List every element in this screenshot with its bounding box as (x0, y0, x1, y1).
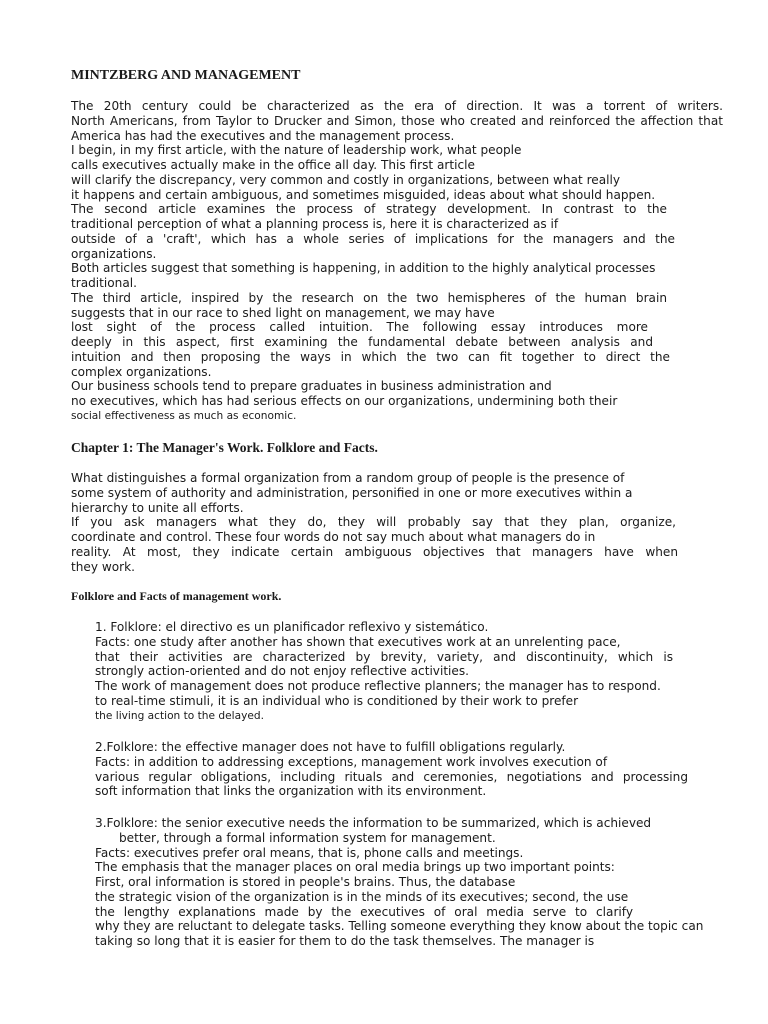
text-line: deeply in this aspect, first examining the fundamental debate between analysis and (71, 335, 653, 349)
text-line: traditional perception of what a planning process is, here it is characterized as if (71, 217, 559, 231)
text-line: social effectiveness as much as economic. (71, 409, 297, 422)
folklore-heading: Folklore and Facts of management work. (71, 589, 282, 603)
folklore-item-2 (95, 740, 715, 799)
text-line: soft information that links the organization with its environment. (95, 784, 487, 799)
text-line: reality. At most, they indicate certain ambiguous objectives that managers have when (71, 544, 678, 559)
text-line: The 20th century could be characterized as the era of direction. It was a torrent of writers. (71, 99, 723, 113)
text-line: the living action to the delayed. (95, 709, 264, 722)
text-line: 2.Folklore: the effective manager does not have to fulfill obligations regularly. (95, 740, 566, 754)
text-line: why they are reluctant to delegate tasks. Telling someone everything they know about the topic can (95, 919, 704, 934)
text-line: intuition and then proposing the ways in which the two can fit together to direct the (71, 349, 670, 364)
text-line: The third article, inspired by the research on the two hemispheres of the human brain (71, 290, 667, 305)
text-line: America has had the executives and the management process. (71, 128, 455, 143)
text-line: Facts: one study after another has shown that executives work at an unrelenting pace, (95, 634, 621, 649)
text-line: 1. Folklore: el directivo es un planificador reflexivo y sistemático. (95, 620, 489, 634)
intro-paragraphs (71, 99, 723, 424)
chapter-paragraphs (71, 471, 681, 574)
text-line: some system of authority and administration, personified in one or more executives within a (71, 485, 633, 500)
text-line: lost sight of the process called intuition. The following essay introduces more (71, 320, 648, 335)
text-line: they work. (71, 559, 135, 574)
text-line: The second article examines the process of strategy development. In contrast to the (71, 202, 667, 217)
text-line: taking so long that it is easier for them to do the task themselves. The manager is (95, 934, 595, 948)
text-line: If you ask managers what they do, they will probably say that they plan, organize, (71, 515, 676, 530)
text-line: calls executives actually make in the office all day. This first article (71, 158, 475, 172)
text-line: Facts: in addition to addressing exceptions, management work involves execution of (95, 754, 608, 769)
text-line: Our business schools tend to prepare graduates in business administration and (71, 379, 552, 394)
text-line: complex organizations. (71, 364, 212, 379)
document-title: MINTZBERG AND MANAGEMENT (71, 68, 301, 83)
text-line: various regular obligations, including rituals and ceremonies, negotiations and processing (95, 769, 688, 784)
text-line: organizations. (71, 246, 157, 261)
text-line: traditional. (71, 276, 137, 290)
text-line: the strategic vision of the organization is in the minds of its executives; second, the use (95, 889, 629, 904)
text-line: What distinguishes a formal organization from a random group of people is the presence of (71, 471, 625, 485)
text-line: Both articles suggest that something is happening, in addition to the highly analytical processes (71, 261, 656, 276)
text-line: hierarchy to unite all efforts. (71, 500, 244, 515)
text-line: Facts: executives prefer oral means, that is, phone calls and meetings. (95, 845, 524, 860)
text-line: strongly action-oriented and do not enjoy reflective activities. (95, 664, 470, 679)
text-line: the lengthy explanations made by the executives of oral media serve to clarify (95, 904, 633, 919)
text-line: will clarify the discrepancy, very common and costly in organizations, between what really (71, 172, 621, 187)
text-line: better, through a formal information system for management. (119, 830, 496, 845)
text-line: I begin, in my first article, with the nature of leadership work, what people (71, 143, 522, 158)
text-line: it happens and certain ambiguous, and sometimes misguided, ideas about what should happen. (71, 187, 656, 202)
text-line: The work of management does not produce reflective planners; the manager has to respond. (95, 679, 661, 693)
text-line: First, oral information is stored in people's brains. Thus, the database (95, 875, 516, 889)
text-line: coordinate and control. These four words do not say much about what managers do in (71, 530, 596, 544)
text-line: The emphasis that the manager places on oral media brings up two important points: (95, 860, 615, 875)
text-line: no executives, which has had serious effects on our organizations, undermining both their (71, 394, 618, 408)
chapter-heading: Chapter 1: The Manager's Work. Folklore and Facts. (71, 440, 378, 455)
text-line: outside of a 'craft', which has a whole series of implications for the managers and the (71, 231, 675, 246)
folklore-item-1 (95, 620, 715, 723)
text-line: to real-time stimuli, it is an individual who is conditioned by their work to prefer (95, 693, 579, 708)
text-line: 3.Folklore: the senior executive needs the information to be summarized, which is achieved (95, 816, 652, 830)
text-line: suggests that in our race to shed light on management, we may have (71, 305, 495, 320)
folklore-item-3 (95, 816, 735, 949)
text-line: North Americans, from Taylor to Drucker and Simon, those who created and reinforced the affection that (71, 113, 723, 128)
text-line: that their activities are characterized by brevity, variety, and discontinuity, which is (95, 649, 673, 664)
